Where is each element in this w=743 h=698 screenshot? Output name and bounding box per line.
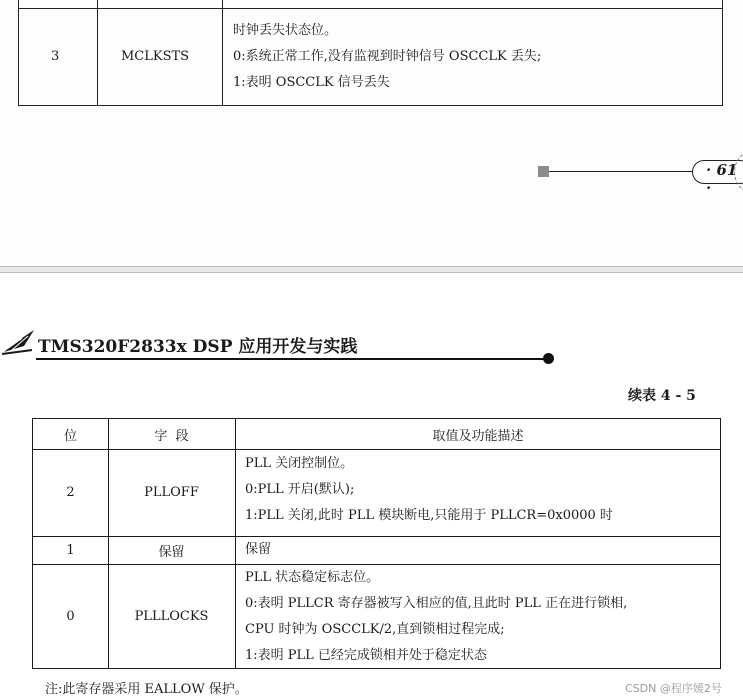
marker-line [549,171,693,172]
field-cell: MCLKSTS [121,49,190,64]
field-cell: PLLLOCKS [134,608,209,624]
bit-cell: 1 [66,542,75,558]
register-table [32,418,721,669]
header-rule [36,358,548,360]
desc-line: CPU 时钟为 OSCCLK/2,直到锁相过程完成; [245,622,505,637]
column-header-bit: 位 [63,428,77,444]
desc-line: 0:表明 PLLCR 寄存器被写入相应的值,且此时 PLL 正在进行锁相, [245,596,628,611]
current-page [0,274,743,698]
page-separator [0,266,743,273]
table-row-divider [19,8,722,9]
previous-page-fragment [0,0,743,266]
watermark: CSDN @程序媛2号 [625,682,722,695]
desc-line: 0:PLL 开启(默认); [245,482,355,497]
marker-square [538,166,549,177]
column-divider [97,0,98,105]
page-number: · 61 · [706,161,738,197]
column-header-description: 取值及功能描述 [432,428,524,444]
page-number-marker [538,150,743,197]
table-continuation-label: 续表 4 - 5 [628,388,696,404]
desc-line: 0:系统正常工作,没有监视到时钟信号 OSCCLK 丢失; [233,49,542,64]
header-rule-dot [543,353,554,364]
desc-line: 1:表明 PLL 已经完成锁相并处于稳定状态 [245,648,487,663]
desc-line: PLL 状态稳定标志位。 [245,570,380,585]
desc-line: 1:表明 OSCCLK 信号丢失 [233,75,390,90]
column-divider [222,0,223,105]
column-divider [235,419,236,668]
desc-line: PLL 关闭控制位。 [245,456,354,471]
field-cell: PLLOFF [144,485,199,500]
field-cell: 保留 [158,544,185,560]
bit-cell: 0 [66,608,75,624]
desc-line: 时钟丢失状态位。 [233,23,338,38]
bit-cell: 3 [51,49,60,64]
desc-line: 保留 [245,542,272,557]
previous-table [18,0,723,106]
column-header-field: 字 段 [154,428,189,444]
bit-cell: 2 [66,485,75,500]
quill-logo-icon [2,324,36,358]
desc-line: 1:PLL 关闭,此时 PLL 模块断电,只能用于 PLLCR=0x0000 时 [245,508,613,523]
book-header-title: TMS320F2833x DSP 应用开发与实践 [38,337,358,357]
table-footnote: 注:此寄存器采用 EALLOW 保护。 [45,682,248,697]
